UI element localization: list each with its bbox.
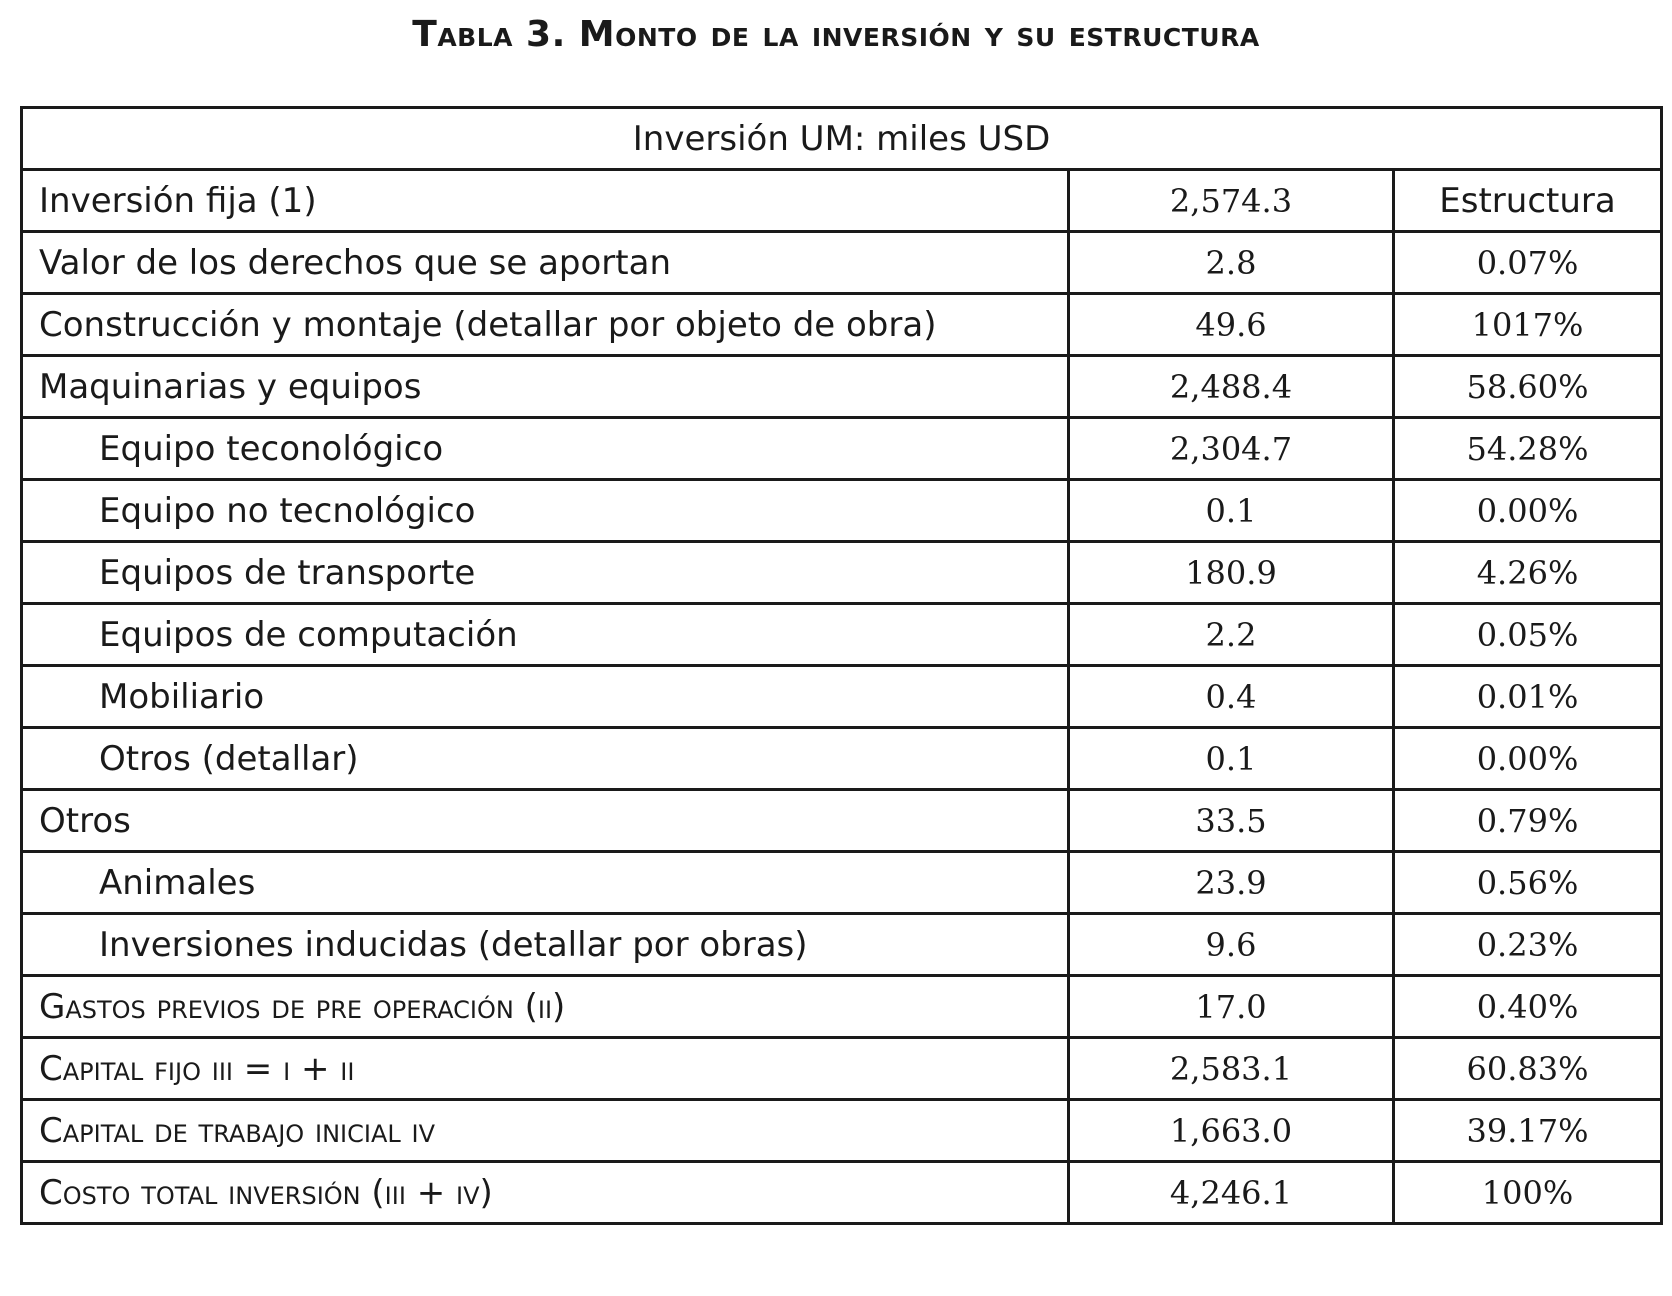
- row-value: 33.5: [1069, 790, 1394, 852]
- row-structure: 0.40%: [1394, 976, 1662, 1038]
- table-row: [22, 666, 1662, 728]
- row-label: Equipo no tecnológico: [22, 480, 1069, 542]
- table-row: [22, 170, 1662, 232]
- table-row: [22, 914, 1662, 976]
- row-label: Mobiliario: [22, 666, 1069, 728]
- row-structure: 0.07%: [1394, 232, 1662, 294]
- row-label: Maquinarias y equipos: [22, 356, 1069, 418]
- table-row: [22, 1162, 1662, 1224]
- row-value: 4,246.1: [1069, 1162, 1394, 1224]
- table-header-row: [22, 108, 1662, 170]
- row-label: Inversión fija (1): [22, 170, 1069, 232]
- row-structure: 4.26%: [1394, 542, 1662, 604]
- row-value: 17.0: [1069, 976, 1394, 1038]
- row-label: Costo total inversión (iii + iv): [22, 1162, 1069, 1224]
- row-value: 2,583.1: [1069, 1038, 1394, 1100]
- row-value: 180.9: [1069, 542, 1394, 604]
- row-structure: 0.79%: [1394, 790, 1662, 852]
- row-label: Equipo teconológico: [22, 418, 1069, 480]
- table-row: [22, 852, 1662, 914]
- row-label: Gastos previos de pre operación (ii): [22, 976, 1069, 1038]
- row-structure: 0.56%: [1394, 852, 1662, 914]
- row-value: 2.8: [1069, 232, 1394, 294]
- row-value: 0.1: [1069, 480, 1394, 542]
- row-structure: 1017%: [1394, 294, 1662, 356]
- row-structure: 54.28%: [1394, 418, 1662, 480]
- row-value: 2,304.7: [1069, 418, 1394, 480]
- row-value: 2.2: [1069, 604, 1394, 666]
- table-row: [22, 418, 1662, 480]
- row-structure: 100%: [1394, 1162, 1662, 1224]
- row-value: 9.6: [1069, 914, 1394, 976]
- table-row: [22, 480, 1662, 542]
- row-value: 2,488.4: [1069, 356, 1394, 418]
- row-structure: 0.00%: [1394, 728, 1662, 790]
- table-row: [22, 604, 1662, 666]
- table-row: [22, 294, 1662, 356]
- investment-table: [20, 106, 1663, 1225]
- table-row: [22, 728, 1662, 790]
- row-value: 49.6: [1069, 294, 1394, 356]
- row-label: Inversiones inducidas (detallar por obras): [22, 914, 1069, 976]
- row-structure: Estructura: [1394, 170, 1662, 232]
- row-label: Otros: [22, 790, 1069, 852]
- row-value: 23.9: [1069, 852, 1394, 914]
- row-structure: 0.05%: [1394, 604, 1662, 666]
- row-structure: 0.00%: [1394, 480, 1662, 542]
- row-structure: 0.23%: [1394, 914, 1662, 976]
- table-row: [22, 1038, 1662, 1100]
- row-structure: 60.83%: [1394, 1038, 1662, 1100]
- row-structure: 39.17%: [1394, 1100, 1662, 1162]
- row-structure: 0.01%: [1394, 666, 1662, 728]
- row-label: Capital de trabajo inicial iv: [22, 1100, 1069, 1162]
- row-value: 0.4: [1069, 666, 1394, 728]
- row-value: 2,574.3: [1069, 170, 1394, 232]
- row-label: Construcción y montaje (detallar por objeto de obra): [22, 294, 1069, 356]
- table-row: [22, 1100, 1662, 1162]
- row-label: Otros (detallar): [22, 728, 1069, 790]
- row-label: Capital fijo iii = i + ii: [22, 1038, 1069, 1100]
- row-label: Valor de los derechos que se aportan: [22, 232, 1069, 294]
- row-label: Equipos de computación: [22, 604, 1069, 666]
- table-row: [22, 976, 1662, 1038]
- table-title: Tabla 3. Monto de la inversión y su estructura: [412, 14, 1260, 55]
- table-row: [22, 232, 1662, 294]
- table-row: [22, 356, 1662, 418]
- row-label: Equipos de transporte: [22, 542, 1069, 604]
- row-value: 1,663.0: [1069, 1100, 1394, 1162]
- row-structure: 58.60%: [1394, 356, 1662, 418]
- row-value: 0.1: [1069, 728, 1394, 790]
- table-row: [22, 790, 1662, 852]
- table-header: Inversión UM: miles USD: [22, 108, 1662, 170]
- table-row: [22, 542, 1662, 604]
- row-label: Animales: [22, 852, 1069, 914]
